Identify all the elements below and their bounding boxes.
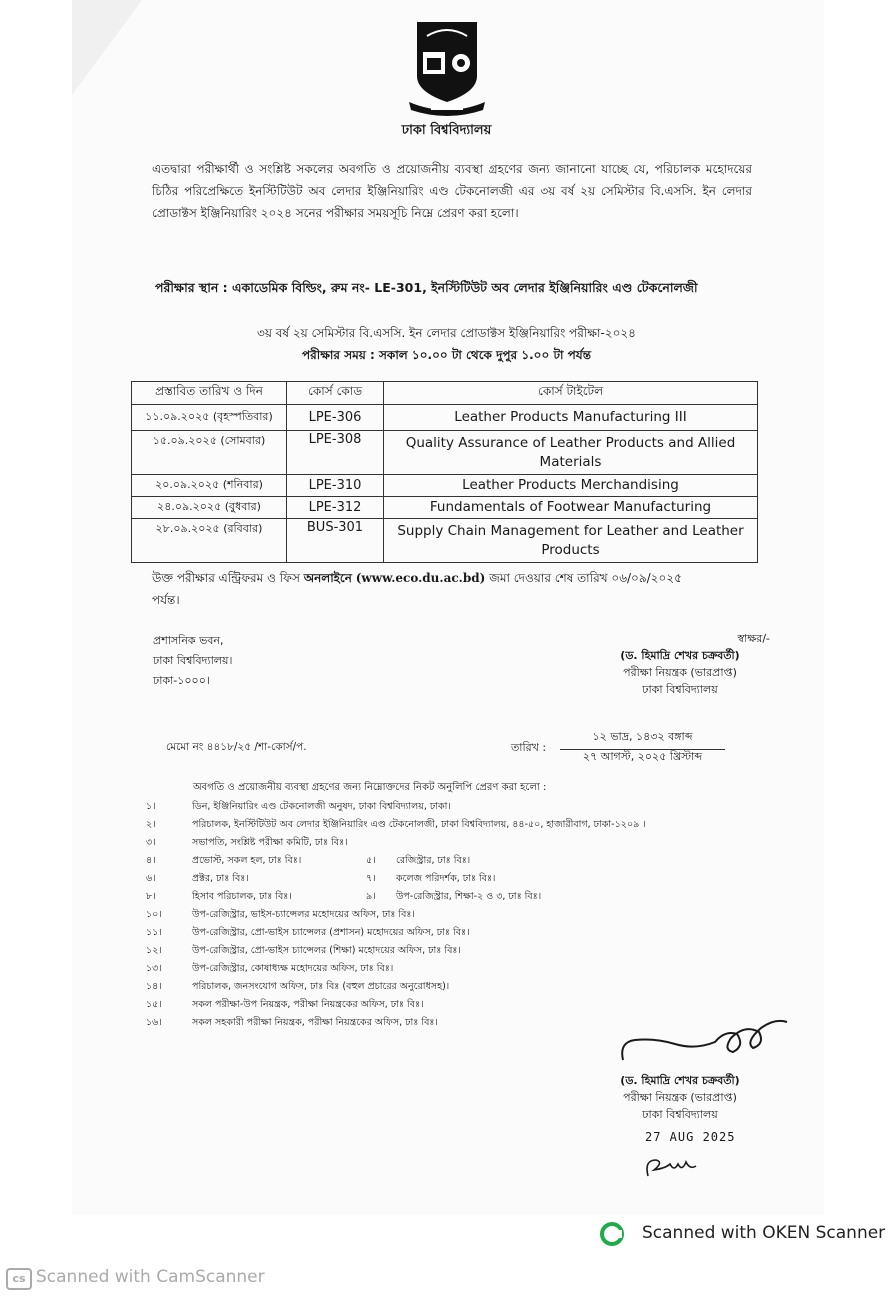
course-title: Fundamentals of Footwear Manufacturing (384, 497, 758, 519)
item-number: ১৬। (146, 1017, 162, 1028)
deadline-online: অনলাইনে (303, 571, 352, 585)
item-number: ১৩। (146, 963, 162, 974)
exam-date: ২৪.০৯.২০২৫ (বুধবার) (132, 497, 287, 519)
table-row (132, 405, 758, 431)
item-text: উপ-রেজিস্ট্রার, ভাইস-চ্যান্সেলর মহোদয়ের অফিস, ঢাঃ বিঃ। (192, 909, 415, 920)
column-header-title: কোর্স টাইটেল (384, 382, 758, 405)
item-text: উপ-রেজিস্ট্রার, প্রো-ভাইস চ্যান্সেলর (প্রশাসন) মহোদয়ের অফিস, ঢাঃ বিঃ। (192, 927, 470, 938)
exam-time: পরীক্ষার সময় : সকাল ১০.০০ টা থেকে দুপুর ১.০০ টা পর্যন্ত (302, 348, 591, 362)
exam-date: ২৮.০৯.২০২৫ (রবিবার) (132, 519, 287, 563)
item-number: ১১। (146, 927, 162, 938)
item-text: হিসাব পরিচালক, ঢাঃ বিঃ। (192, 891, 292, 902)
deadline-text: উক্ত পরীক্ষার এন্ট্রিফরম ও ফিস (152, 571, 304, 585)
entry-deadline (152, 567, 712, 611)
signatory-designation: পরীক্ষা নিয়ন্ত্রক (ভারপ্রাপ্ত) (623, 1091, 737, 1104)
item-text: কলেজ পরিদর্শক, ঢাঃ বিঃ। (396, 873, 496, 884)
schedule-header-row (132, 382, 758, 405)
signatory-org: ঢাকা বিশ্ববিদ্যালয় (642, 1108, 718, 1121)
list-item (146, 834, 786, 852)
list-item (146, 924, 786, 942)
cc-list (146, 798, 786, 1032)
course-title: Leather Products Manufacturing III (384, 405, 758, 431)
course-code: LPE-308 (287, 431, 384, 475)
item-number: ১। (146, 801, 156, 812)
course-code: LPE-306 (287, 405, 384, 431)
item-text: উপ-রেজিস্ট্রার, কোষাধ্যক্ষ মহোদয়ের অফিস, ঢাঃ বিঃ। (192, 963, 394, 974)
address-line: ঢাকা-১০০০। (153, 674, 210, 687)
item-text: পরিচালক, জনসংযোগ অফিস, ঢাঃ বিঃ (বহুল প্রচারের অনুরোধসহ)। (192, 981, 450, 992)
list-item (146, 798, 786, 816)
list-item (146, 888, 786, 906)
date-label: তারিখ : (511, 741, 547, 754)
item-number: ৮। (146, 891, 156, 902)
item-text: পরিচালক, ইনস্টিটিউট অব লেদার ইঞ্জিনিয়ারিং এণ্ড টেকনোলজী, ঢাকা বিশ্ববিদ্যালয়, ৪৪-৫০, হাজারীবাগ, ঢাকা-১২০৯ । (192, 819, 646, 830)
office-address (153, 631, 232, 691)
cc-heading: অবগতি ও প্রয়োজনীয় ব্যবস্থা গ্রহণের জন্য নিম্নোক্তদের নিকট অনুলিপি প্রেরণ করা হলো : (193, 782, 547, 793)
item-number: ৩। (146, 837, 156, 848)
exam-date: ১৫.০৯.২০২৫ (সোমবার) (132, 431, 287, 475)
table-row (132, 475, 758, 497)
memo-number: মেমো নং ৪৪১৮/২৫ /শা-কোর্স/প. (166, 741, 307, 753)
course-code: BUS-301 (287, 519, 384, 563)
course-title: Quality Assurance of Leather Products and Allied Materials (384, 431, 758, 475)
oken-watermark: Scanned with OKEN Scanner (642, 1223, 886, 1243)
date-gregorian: ২৭ আগস্ট, ২০২৫ খ্রিস্টাব্দ (582, 750, 703, 763)
list-item (146, 852, 786, 870)
item-text: ডিন, ইঞ্জিনিয়ারিং এণ্ড টেকনোলজী অনুষদ, ঢাকা বিশ্ববিদ্যালয়, ঢাকা। (192, 801, 451, 812)
item-number: ৯। (366, 891, 376, 902)
address-line: প্রশাসনিক ভবন, (153, 634, 224, 647)
university-name: ঢাকা বিশ্ববিদ্যালয় (401, 123, 492, 138)
item-text: সকল পরীক্ষা-উপ নিয়ন্ত্রক, পরীক্ষা নিয়ন্ত্রকের অফিস, ঢাঃ বিঃ। (192, 999, 424, 1010)
date-bangla: ১২ ভাদ্র, ১৪৩২ বঙ্গাব্দ (560, 728, 725, 750)
item-text: প্রক্টর, ঢাঃ বিঃ। (192, 873, 249, 884)
item-number: ১৪। (146, 981, 162, 992)
signature-block-bottom (600, 1072, 760, 1123)
list-item (146, 816, 786, 834)
list-item (146, 906, 786, 924)
item-text: সকল সহকারী পরীক্ষা নিয়ন্ত্রক, পরীক্ষা নিয়ন্ত্রকের অফিস, ঢাঃ বিঃ। (192, 1017, 438, 1028)
table-row (132, 497, 758, 519)
item-number: ৬। (146, 873, 156, 884)
course-title: Supply Chain Management for Leather and Leather Products (384, 519, 758, 563)
university-logo (405, 18, 489, 118)
course-code: LPE-312 (287, 497, 384, 519)
signature-block-top (590, 630, 770, 698)
exam-title: ৩য় বর্ষ ২য় সেমিস্টার বি.এসসি. ইন লেদার প্রোডাক্টস ইঞ্জিনিয়ারিং পরীক্ষা-২০২৪ (257, 326, 636, 340)
camscanner-watermark: Scanned with CamScanner (36, 1267, 265, 1287)
handwritten-initials (640, 1150, 700, 1180)
signatory-name: (ড. হিমাদ্রি শেখর চক্রবর্তী) (620, 649, 740, 662)
signed-label: স্বাক্ষর/- (737, 632, 770, 645)
course-title: Leather Products Merchandising (384, 475, 758, 497)
exam-date: ২০.০৯.২০২৫ (শনিবার) (132, 475, 287, 497)
list-item (146, 870, 786, 888)
camscanner-logo-icon: cs (6, 1268, 32, 1290)
item-number: ১০। (146, 909, 162, 920)
deadline-url[interactable]: (www.eco.du.ac.bd) (355, 571, 486, 585)
list-item (146, 960, 786, 978)
item-number: ১৫। (146, 999, 162, 1010)
column-header-date: প্রস্তাবিত তারিখ ও দিন (132, 382, 287, 405)
item-text: প্রভোস্ট, সকল হল, ঢাঃ বিঃ। (192, 855, 302, 866)
item-number: ৪। (146, 855, 156, 866)
signatory-name: (ড. হিমাদ্রি শেখর চক্রবর্তী) (620, 1074, 740, 1087)
item-number: ৫। (366, 855, 376, 866)
signatory-org: ঢাকা বিশ্ববিদ্যালয় (642, 683, 718, 696)
item-text: রেজিস্ট্রার, ঢাঃ বিঃ। (396, 855, 471, 866)
exam-date: ১১.০৯.২০২৫ (বৃহস্পতিবার) (132, 405, 287, 431)
table-row (132, 519, 758, 563)
item-text: উপ-রেজিস্ট্রার, প্রো-ভাইস চ্যান্সেলর (শিক্ষা) মহোদয়ের অফিস, ঢাঃ বিঃ। (192, 945, 461, 956)
schedule-table (131, 381, 758, 563)
intro-paragraph: এতদ্বারা পরীক্ষার্থী ও সংশ্লিষ্ট সকলের অবগতি ও প্রয়োজনীয় ব্যবস্থা গ্রহণের জন্য জানানো যাচ্ছে যে, পরিচালক মহোদয়ের চিঠির পরিপ্রেক্ষিতে ইনস্টিটিউট অব লেদার ইঞ্জিনিয়ারিং এণ্ড টেকনোলজী এর ৩য় বর্ষ ২য় সেমিস্টার বি.এসসি. ইন লেদার প্রোডাক্টস ইঞ্জিনিয়ারিং ২০২৪ সনের পরীক্ষার সময়সূচি নিম্নে প্রেরণ করা হলো। (152, 162, 752, 220)
oken-scanner-logo-icon (600, 1222, 624, 1246)
list-item (146, 942, 786, 960)
address-line: ঢাকা বিশ্ববিদ্যালয়। (153, 654, 233, 667)
handwritten-signature (615, 1012, 795, 1072)
item-text: সভাপতি, সংশ্লিষ্ট পরীক্ষা কমিটি, ঢাঃ বিঃ। (192, 837, 348, 848)
page-fold (72, 0, 142, 95)
column-header-code: কোর্স কোড (287, 382, 384, 405)
date-stamp: 27 AUG 2025 (645, 1130, 736, 1144)
item-number: ৭। (366, 873, 376, 884)
course-code: LPE-310 (287, 475, 384, 497)
deadline-date: জমা দেওয়ার শেষ তারিখ ০৬/০৯/২০২৫ পর্যন্ত। (152, 571, 682, 607)
item-number: ২। (146, 819, 156, 830)
item-number: ১২। (146, 945, 162, 956)
item-text: উপ-রেজিস্ট্রার, শিক্ষা-২ ও ৩, ঢাঃ বিঃ। (396, 891, 542, 902)
list-item (146, 978, 786, 996)
table-row (132, 431, 758, 475)
signatory-designation: পরীক্ষা নিয়ন্ত্রক (ভারপ্রাপ্ত) (623, 666, 737, 679)
exam-venue: পরীক্ষার স্থান : একাডেমিক বিল্ডিং, রুম নং- LE-301, ইনস্টিটিউট অব লেদার ইঞ্জিনিয়ারিং এণ্ড টেকনোলজী (155, 280, 698, 295)
